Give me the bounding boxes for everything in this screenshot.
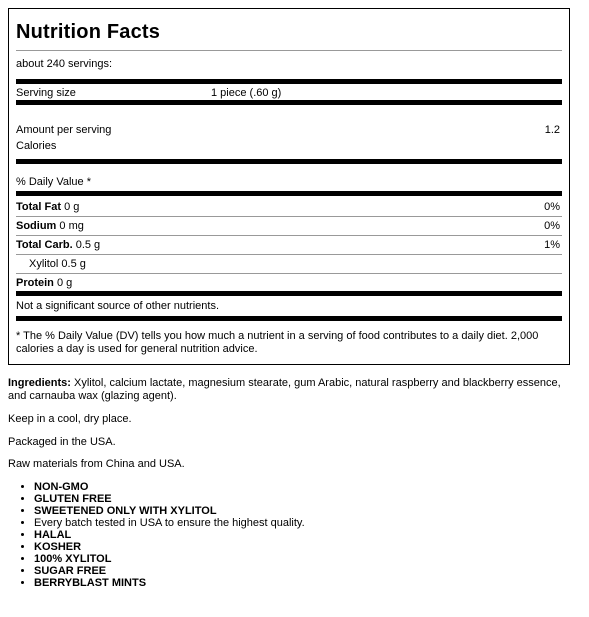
list-item: • KOSHER (34, 541, 305, 553)
nutrient-amount: 0 mg (59, 220, 84, 232)
list-item: • Every batch tested in USA to ensure the highest quality. (34, 517, 305, 529)
serving-size-value: 1 piece (.60 g) (211, 87, 282, 99)
calories-value: 1.2 (544, 124, 560, 136)
ingredients-text: Xylitol, calcium lactate, magnesium stearate, gum Arabic, natural raspberry and blackberry essence, and carnauba wax (glazing agent). (8, 377, 561, 402)
serving-size-label: Serving size (16, 87, 76, 99)
calories-label: Calories (16, 140, 57, 152)
list-item: • SUGAR FREE (34, 565, 305, 577)
ingredients-paragraph (8, 377, 578, 403)
storage-note: Keep in a cool, dry place. (8, 413, 132, 425)
nutrient-row-sodium (16, 220, 84, 232)
thick-divider (16, 191, 562, 196)
nutrient-name: Total Fat (16, 201, 62, 213)
list-item: • GLUTEN FREE (34, 493, 305, 505)
servings-per-container: about 240 servings: (16, 58, 113, 70)
nutrient-name: Protein (16, 277, 54, 289)
not-significant-note: Not a significant source of other nutrients. (16, 300, 219, 312)
raw-materials-note: Raw materials from China and USA. (8, 458, 185, 470)
nutrient-row-total-carb (16, 239, 100, 251)
nutrient-name: Total Carb. (16, 239, 73, 251)
nutrient-row-protein (16, 277, 72, 289)
list-item: • NON-GMO (34, 481, 305, 493)
packaging-note: Packaged in the USA. (8, 436, 116, 448)
amount-per-serving: Amount per serving (16, 124, 112, 136)
nutrient-dv: 0% (544, 220, 560, 232)
nutrient-amount: 0 g (56, 277, 73, 289)
panel-title: Nutrition Facts (16, 21, 161, 43)
divider (16, 216, 562, 217)
thick-divider (16, 100, 562, 105)
nutrient-row-xylitol (29, 258, 86, 270)
nutrient-row-total-fat (16, 201, 79, 213)
divider (16, 254, 562, 255)
ingredients-label: Ingredients: (8, 377, 71, 389)
nutrient-name: Xylitol (29, 258, 59, 270)
list-item: • BERRYBLAST MINTS (34, 577, 305, 589)
nutrient-name: Sodium (16, 220, 57, 232)
nutrition-facts-panel (8, 8, 570, 365)
daily-value-header: % Daily Value * (16, 176, 91, 188)
nutrient-amount: 0.5 g (75, 239, 101, 251)
list-item: • HALAL (34, 529, 305, 541)
nutrient-amount: 0 g (64, 201, 80, 213)
nutrient-amount: 0.5 g (61, 258, 86, 270)
product-claims-list (8, 481, 305, 589)
list-item: • SWEETENED ONLY WITH XYLITOL (34, 505, 305, 517)
divider (16, 50, 562, 51)
divider (16, 235, 562, 236)
thick-divider (16, 159, 562, 164)
list-item: • 100% XYLITOL (34, 553, 305, 565)
nutrient-dv: 0% (544, 201, 560, 213)
daily-value-footnote: * The % Daily Value (DV) tells you how much a nutrient in a serving of food contributes to a daily diet. 2,000 calories a day is used for general nutrition advice. (16, 330, 539, 355)
divider (16, 273, 562, 274)
thick-divider (16, 79, 562, 84)
thick-divider (16, 291, 562, 296)
nutrient-dv: 1% (544, 239, 560, 251)
thick-divider (16, 316, 562, 321)
